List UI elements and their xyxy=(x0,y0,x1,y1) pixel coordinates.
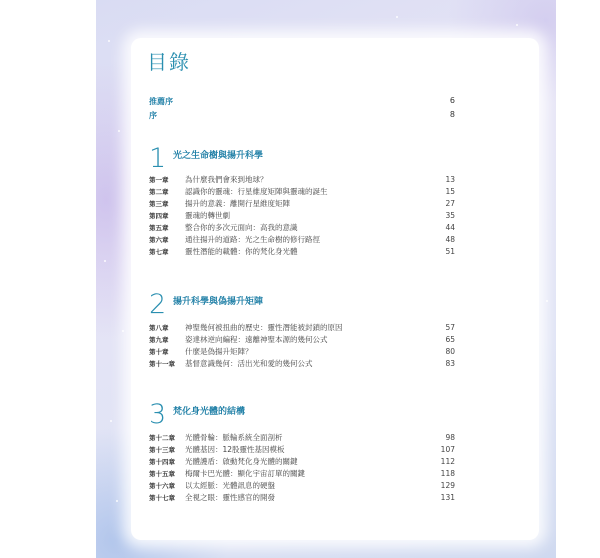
chapter-row[interactable] xyxy=(149,456,455,468)
chapter-number: 第七章 xyxy=(149,248,169,256)
part-number: 2 xyxy=(149,289,167,320)
chapter-title: 靈性潛能的載體：你的梵化身光體 xyxy=(185,247,298,256)
front-matter-page: 8 xyxy=(449,110,455,119)
front-matter-preface[interactable] xyxy=(149,110,455,121)
chapter-number: 第五章 xyxy=(149,224,169,232)
chapter-row[interactable] xyxy=(149,186,455,198)
chapter-row[interactable] xyxy=(149,234,455,246)
toc-title: 目錄 xyxy=(147,50,191,74)
chapter-row[interactable] xyxy=(149,198,455,210)
chapter-title: 通往揚升的道路：光之生命樹的修行路徑 xyxy=(185,235,320,244)
chapter-number: 第六章 xyxy=(149,236,169,244)
chapter-title: 認識你的靈魂：行星維度矩陣與靈魂的誕生 xyxy=(185,187,328,196)
chapter-page: 131 xyxy=(440,493,455,502)
chapter-page: 83 xyxy=(445,359,455,368)
chapter-number: 第十六章 xyxy=(149,482,175,490)
chapter-row[interactable] xyxy=(149,222,455,234)
chapter-number: 第八章 xyxy=(149,324,169,332)
chapter-title: 姿達林逆向編程：遠離神聖本源的幾何公式 xyxy=(185,335,328,344)
chapter-title: 梅爾卡巴光體：顯化宇宙訂單的關鍵 xyxy=(185,469,305,478)
chapter-number: 第四章 xyxy=(149,212,169,220)
front-matter-label: 序 xyxy=(149,111,157,120)
chapter-page: 65 xyxy=(445,335,455,344)
star xyxy=(110,420,112,422)
chapter-title: 基督意識幾何：活出光和愛的幾何公式 xyxy=(185,359,313,368)
part-1-chapter-list xyxy=(149,174,455,258)
chapter-page: 48 xyxy=(445,235,455,244)
book-page xyxy=(96,0,556,558)
chapter-title: 整合你的多次元面向：高我的意識 xyxy=(185,223,298,232)
part-2-chapter-list xyxy=(149,322,455,370)
chapter-title: 以太經脈：光體訊息的硬盤 xyxy=(185,481,275,490)
star xyxy=(516,24,518,26)
chapter-title: 光體骨輪：脈輪系統全面剖析 xyxy=(185,433,283,442)
chapter-number: 第十三章 xyxy=(149,446,175,454)
chapter-title: 光體護盾：啟動梵化身光體的關鍵 xyxy=(185,457,298,466)
chapter-page: 80 xyxy=(445,347,455,356)
front-matter-label: 推薦序 xyxy=(149,97,173,106)
chapter-number: 第三章 xyxy=(149,200,169,208)
star xyxy=(118,130,120,132)
chapter-page: 15 xyxy=(445,187,455,196)
chapter-title: 靈魂的轉世劇 xyxy=(185,211,230,220)
part-title: 光之生命樹與揚升科學 xyxy=(173,151,264,161)
chapter-page: 51 xyxy=(445,247,455,256)
star xyxy=(396,16,398,18)
chapter-number: 第十五章 xyxy=(149,470,175,478)
part-number: 3 xyxy=(149,399,167,430)
chapter-page: 35 xyxy=(445,211,455,220)
part-title: 梵化身光體的結構 xyxy=(173,407,246,417)
star xyxy=(546,300,548,302)
chapter-number: 第二章 xyxy=(149,188,169,196)
chapter-row[interactable] xyxy=(149,346,455,358)
chapter-row[interactable] xyxy=(149,174,455,186)
chapter-title: 光體基因：12股靈性基因模板 xyxy=(185,445,285,454)
chapter-title: 神聖幾何被扭曲的歷史：靈性潛能被封鎖的原因 xyxy=(185,323,343,332)
chapter-page: 112 xyxy=(440,457,455,466)
chapter-title: 揚升的意義：離開行星維度矩陣 xyxy=(185,199,290,208)
chapter-title: 為什麼我們會來到地球？ xyxy=(185,175,268,184)
star xyxy=(116,500,118,502)
star xyxy=(108,40,110,42)
front-matter-page: 6 xyxy=(449,96,455,105)
chapter-row[interactable] xyxy=(149,480,455,492)
chapter-row[interactable] xyxy=(149,468,455,480)
chapter-row[interactable] xyxy=(149,322,455,334)
chapter-row[interactable] xyxy=(149,334,455,346)
part-3-chapter-list xyxy=(149,432,455,504)
chapter-number: 第十章 xyxy=(149,348,169,356)
chapter-page: 107 xyxy=(440,445,455,454)
part-number: 1 xyxy=(149,143,167,174)
chapter-number: 第九章 xyxy=(149,336,169,344)
chapter-title: 什麼是偽揚升矩陣？ xyxy=(185,347,253,356)
chapter-page: 118 xyxy=(440,469,455,478)
chapter-number: 第十二章 xyxy=(149,434,175,442)
star xyxy=(104,260,106,262)
toc-panel xyxy=(131,38,539,540)
chapter-page: 13 xyxy=(445,175,455,184)
chapter-number: 第十四章 xyxy=(149,458,175,466)
chapter-page: 129 xyxy=(440,481,455,490)
chapter-row[interactable] xyxy=(149,358,455,370)
chapter-title: 全視之眼：靈性感官的開發 xyxy=(185,493,275,502)
star xyxy=(122,330,124,332)
chapter-row[interactable] xyxy=(149,492,455,504)
chapter-page: 57 xyxy=(445,323,455,332)
chapter-page: 44 xyxy=(445,223,455,232)
chapter-page: 98 xyxy=(445,433,455,442)
front-matter-foreword[interactable] xyxy=(149,96,455,107)
chapter-page: 27 xyxy=(445,199,455,208)
chapter-number: 第十七章 xyxy=(149,494,175,502)
chapter-row[interactable] xyxy=(149,246,455,258)
part-title: 揚升科學與偽揚升矩陣 xyxy=(173,297,264,307)
chapter-row[interactable] xyxy=(149,432,455,444)
chapter-number: 第十一章 xyxy=(149,360,175,368)
chapter-number: 第一章 xyxy=(149,176,169,184)
chapter-row[interactable] xyxy=(149,210,455,222)
chapter-row[interactable] xyxy=(149,444,455,456)
